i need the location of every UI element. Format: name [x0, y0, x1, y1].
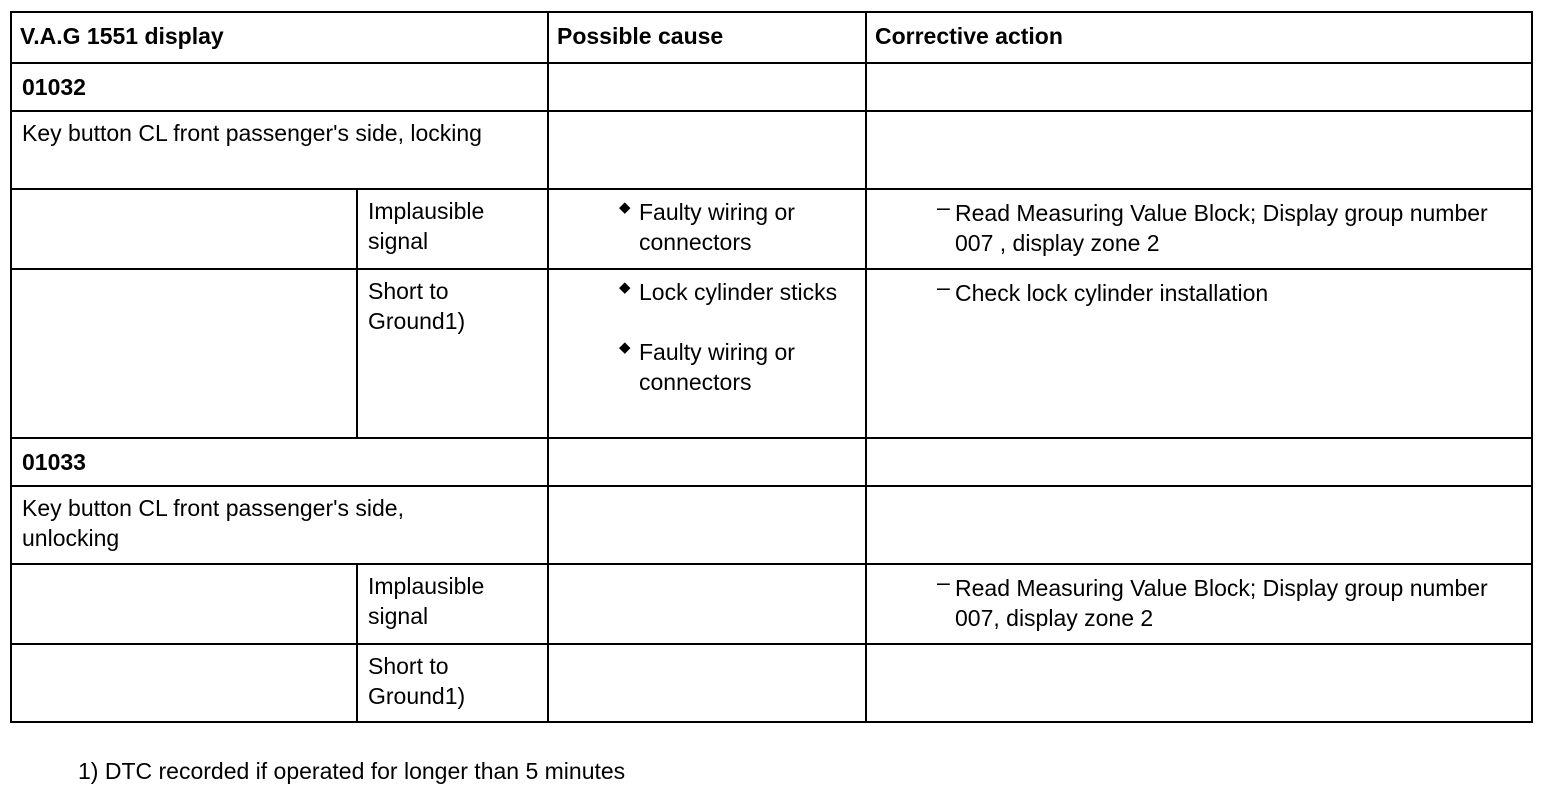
- empty-cell: [866, 63, 1532, 111]
- condition-text: Implausible signal: [368, 198, 485, 254]
- action-list: [867, 274, 1531, 308]
- dash-bullet-icon: –: [937, 569, 950, 595]
- condition-row: [11, 269, 1532, 438]
- action-cell: [866, 269, 1532, 438]
- dtc-code: 01033: [11, 438, 548, 486]
- action-text: Read Measuring Value Block; Display group number 007, display zone 2: [955, 575, 1488, 631]
- dtc-code-row: [11, 438, 1532, 486]
- cause-list: [549, 277, 865, 397]
- diamond-bullet-icon: ◆: [619, 279, 631, 296]
- condition-text: Implausible signal: [368, 573, 485, 629]
- action-list: [867, 569, 1531, 633]
- header-action: Corrective action: [866, 12, 1532, 63]
- cause-text: Faulty wiring or connectors: [639, 339, 795, 395]
- empty-cell: [866, 438, 1532, 486]
- condition-row: [11, 564, 1532, 644]
- dtc-description-text: Key button CL front passenger's side, locking: [22, 120, 482, 146]
- action-item: [867, 569, 1531, 633]
- header-row: [11, 12, 1532, 63]
- cause-cell: [548, 189, 866, 269]
- dtc-description-text: Key button CL front passenger's side, unlocking: [22, 495, 404, 551]
- action-cell: [866, 189, 1532, 269]
- header-cause: Possible cause: [548, 12, 866, 63]
- footnote: 1) DTC recorded if operated for longer than 5 minutes: [78, 758, 626, 784]
- condition-row: [11, 644, 1532, 722]
- empty-cell: [11, 189, 357, 269]
- condition-text: Short to Ground1): [368, 653, 466, 709]
- dash-bullet-icon: –: [937, 194, 950, 220]
- dtc-description: [11, 111, 548, 189]
- empty-cell: [548, 438, 866, 486]
- diamond-bullet-icon: ◆: [619, 199, 631, 216]
- condition-cell: [357, 189, 548, 269]
- cause-text: Lock cylinder sticks: [639, 279, 838, 305]
- cause-item: [549, 277, 865, 307]
- dash-bullet-icon: –: [937, 274, 950, 300]
- cause-cell: [548, 564, 866, 644]
- empty-cell: [866, 111, 1532, 189]
- empty-cell: [548, 111, 866, 189]
- cause-cell: [548, 269, 866, 438]
- cause-item: [549, 337, 865, 397]
- condition-text: Short to Ground1): [368, 278, 466, 334]
- cause-cell: [548, 644, 866, 722]
- empty-cell: [11, 564, 357, 644]
- condition-cell: [357, 564, 548, 644]
- action-text: Check lock cylinder installation: [955, 280, 1269, 306]
- cause-text: Faulty wiring or connectors: [639, 199, 795, 255]
- dtc-description: [11, 486, 548, 564]
- header-display: V.A.G 1551 display: [11, 12, 548, 63]
- dtc-description-row: [11, 111, 1532, 189]
- condition-cell: [357, 644, 548, 722]
- empty-cell: [866, 486, 1532, 564]
- empty-cell: [548, 486, 866, 564]
- condition-cell: [357, 269, 548, 438]
- cause-list: [549, 197, 865, 257]
- empty-cell: [548, 63, 866, 111]
- dtc-description-row: [11, 486, 1532, 564]
- cause-item: [549, 197, 865, 257]
- dtc-table: [10, 11, 1533, 723]
- dtc-code: 01032: [11, 63, 548, 111]
- action-list: [867, 194, 1531, 258]
- empty-cell: [11, 269, 357, 438]
- action-item: [867, 274, 1531, 308]
- action-item: [867, 194, 1531, 258]
- dtc-code-row: [11, 63, 1532, 111]
- condition-row: [11, 189, 1532, 269]
- action-text: Read Measuring Value Block; Display group number 007 , display zone 2: [955, 200, 1488, 256]
- diamond-bullet-icon: ◆: [619, 339, 631, 356]
- empty-cell: [11, 644, 357, 722]
- action-cell: [866, 644, 1532, 722]
- action-cell: [866, 564, 1532, 644]
